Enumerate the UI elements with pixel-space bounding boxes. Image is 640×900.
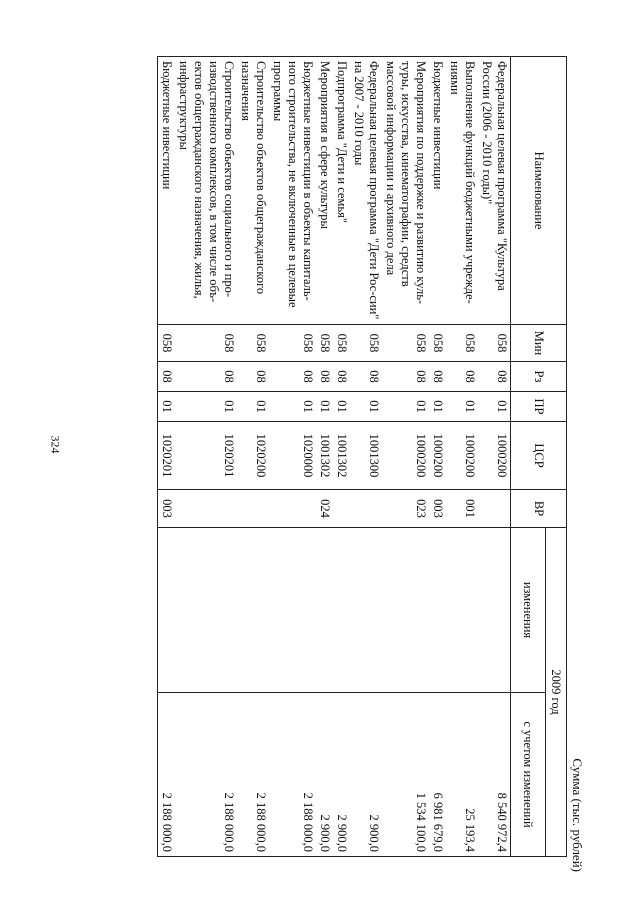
table-row xyxy=(175,57,237,857)
row-name: Федеральная целевая программа "Культура России (2006 - 2010 годы)" xyxy=(478,57,511,325)
row-min: 058 xyxy=(350,325,382,362)
row-pr: 01 xyxy=(316,392,333,422)
row-total: 2 900,0 xyxy=(350,693,382,857)
row-changes xyxy=(478,528,511,693)
row-pr: 01 xyxy=(429,392,446,422)
header-name: Наименование xyxy=(511,57,567,325)
row-csr: 1001302 xyxy=(316,422,333,490)
row-vr: 001 xyxy=(446,490,478,528)
row-pr: 01 xyxy=(158,392,176,422)
header-rz: Рз xyxy=(511,362,567,392)
header-year: 2009 год xyxy=(546,528,567,857)
table-row xyxy=(158,57,176,857)
row-total: 2 900,0 xyxy=(333,693,350,857)
row-total: 2 188 000,0 xyxy=(237,693,269,857)
row-total: 2 188 000,0 xyxy=(175,693,237,857)
row-min: 058 xyxy=(175,325,237,362)
row-min: 058 xyxy=(158,325,176,362)
table-row xyxy=(429,57,446,857)
row-pr: 01 xyxy=(269,392,316,422)
row-pr: 01 xyxy=(446,392,478,422)
row-pr: 01 xyxy=(478,392,511,422)
row-pr: 01 xyxy=(333,392,350,422)
row-csr: 1000200 xyxy=(382,422,429,490)
row-changes xyxy=(429,528,446,693)
row-vr: 024 xyxy=(316,490,333,528)
table-row xyxy=(446,57,478,857)
row-name: Мероприятия в сфере культуры xyxy=(316,57,333,325)
row-total: 25 193,4 xyxy=(446,693,478,857)
header-with-changes: с учетом изменений xyxy=(511,693,546,857)
row-vr xyxy=(237,490,269,528)
row-csr: 1001300 xyxy=(350,422,382,490)
row-vr xyxy=(350,490,382,528)
row-vr: 003 xyxy=(429,490,446,528)
row-min: 058 xyxy=(429,325,446,362)
rotated-page-content xyxy=(115,56,585,876)
header-vr: ВР xyxy=(511,490,567,528)
row-rz: 08 xyxy=(269,362,316,392)
table-row xyxy=(269,57,316,857)
row-csr: 1020201 xyxy=(158,422,176,490)
row-pr: 01 xyxy=(382,392,429,422)
row-pr: 01 xyxy=(350,392,382,422)
row-total: 8 540 972,4 xyxy=(478,693,511,857)
row-min: 058 xyxy=(316,325,333,362)
row-rz: 08 xyxy=(237,362,269,392)
row-changes xyxy=(382,528,429,693)
table-header xyxy=(511,57,567,857)
row-rz: 08 xyxy=(382,362,429,392)
table-row xyxy=(382,57,429,857)
row-total: 2 900,0 xyxy=(316,693,333,857)
row-total: 1 534 100,0 xyxy=(382,693,429,857)
row-min: 058 xyxy=(237,325,269,362)
row-csr: 1001302 xyxy=(333,422,350,490)
row-changes xyxy=(175,528,237,693)
row-changes xyxy=(446,528,478,693)
row-min: 058 xyxy=(446,325,478,362)
row-csr: 1020000 xyxy=(269,422,316,490)
units-caption: Сумма (тыс. рублей) xyxy=(570,758,585,872)
table-row xyxy=(316,57,333,857)
row-changes xyxy=(316,528,333,693)
row-min: 058 xyxy=(382,325,429,362)
row-pr: 01 xyxy=(237,392,269,422)
row-changes xyxy=(333,528,350,693)
row-vr: 003 xyxy=(158,490,176,528)
row-rz: 08 xyxy=(316,362,333,392)
header-csr: ЦСР xyxy=(511,422,567,490)
table-row xyxy=(478,57,511,857)
row-vr xyxy=(333,490,350,528)
row-csr: 1020200 xyxy=(237,422,269,490)
row-min: 058 xyxy=(478,325,511,362)
row-name: Выполнение функций бюджетными учрежде-ниями xyxy=(446,57,478,325)
row-rz: 08 xyxy=(429,362,446,392)
row-vr: 023 xyxy=(382,490,429,528)
row-rz: 08 xyxy=(158,362,176,392)
page-number: 324 xyxy=(48,435,63,454)
row-csr: 1000200 xyxy=(446,422,478,490)
budget-table xyxy=(157,56,567,857)
row-changes xyxy=(269,528,316,693)
row-csr: 1020201 xyxy=(175,422,237,490)
table-row xyxy=(237,57,269,857)
row-vr xyxy=(478,490,511,528)
row-changes xyxy=(237,528,269,693)
row-rz: 08 xyxy=(478,362,511,392)
table-row xyxy=(350,57,382,857)
row-vr xyxy=(175,490,237,528)
row-name: Строительство объектов социального и про-изводственного комплексов, в том числе объ-ектов общегражданского назначения, жилья, инфраструктуры xyxy=(175,57,237,325)
row-changes xyxy=(158,528,176,693)
row-name: Строительство объектов общегражданского назначения xyxy=(237,57,269,325)
row-name: Бюджетные инвестиции xyxy=(429,57,446,325)
row-csr: 1000200 xyxy=(429,422,446,490)
row-name: Бюджетные инвестиции в объекты капиталь-ного строительства, не включенные в целевые программы xyxy=(269,57,316,325)
row-name: Бюджетные инвестиции xyxy=(158,57,176,325)
row-csr: 1000200 xyxy=(478,422,511,490)
row-rz: 08 xyxy=(446,362,478,392)
row-name: Мероприятия по поддержке и развитию куль-туры, искусства, кинематографии, средств массовой информации и архивного дела xyxy=(382,57,429,325)
row-min: 058 xyxy=(333,325,350,362)
header-min: Мин xyxy=(511,325,567,362)
table-body xyxy=(158,57,511,857)
row-vr xyxy=(269,490,316,528)
row-changes xyxy=(350,528,382,693)
row-total: 2 188 000,0 xyxy=(269,693,316,857)
row-total: 2 188 000,0 xyxy=(158,693,176,857)
table-row xyxy=(333,57,350,857)
row-rz: 08 xyxy=(350,362,382,392)
row-total: 6 981 679,0 xyxy=(429,693,446,857)
header-changes: изменения xyxy=(511,528,546,693)
row-name: Подпрограмма "Дети и семья" xyxy=(333,57,350,325)
row-name: Федеральная целевая программа "Дети Рос-сии" на 2007 - 2010 годы xyxy=(350,57,382,325)
row-rz: 08 xyxy=(333,362,350,392)
row-min: 058 xyxy=(269,325,316,362)
row-rz: 08 xyxy=(175,362,237,392)
row-pr: 01 xyxy=(175,392,237,422)
header-pr: ПР xyxy=(511,392,567,422)
